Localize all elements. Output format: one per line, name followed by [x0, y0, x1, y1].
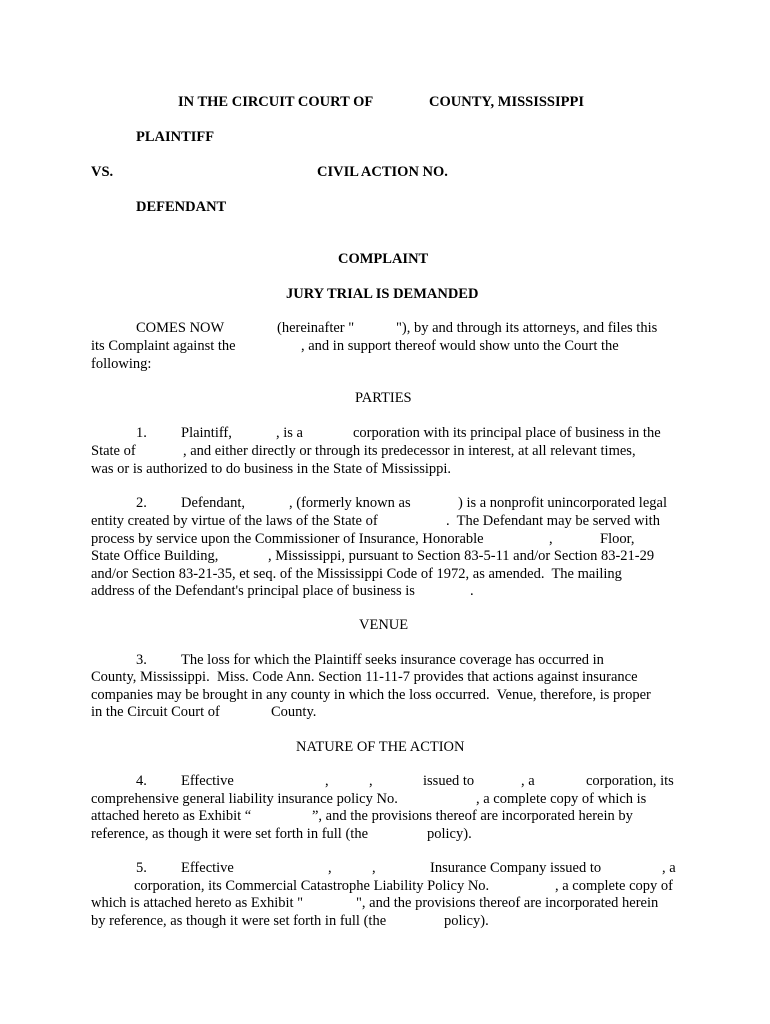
para-3-line-3: companies may be brought in any county in which the loss occurred. Venue, therefore, is proper — [91, 687, 651, 703]
complaint-title: COMPLAINT — [338, 251, 429, 267]
defendant-label: DEFENDANT — [136, 199, 227, 215]
para-2-line-3b: , — [549, 531, 553, 547]
para-1-line-3: was or is authorized to do business in the State of Mississippi. — [91, 461, 452, 477]
para-5-line-1b: , — [328, 860, 332, 876]
para-1-line-1c: corporation with its principal place of business in the — [353, 425, 661, 441]
venue-heading: VENUE — [359, 617, 409, 633]
para-3-number: 3. — [136, 652, 147, 668]
para-2-number: 2. — [136, 495, 147, 511]
para-2-line-4a: State Office Building, — [91, 548, 219, 564]
para-2-line-5: and/or Section 83-21-35, et seq. of the Mississippi Code of 1972, as amended. The mailing — [91, 566, 622, 582]
para-1-line-1a: Plaintiff, — [181, 425, 232, 441]
para-4-line-4a: reference, as though it were set forth in full (the — [91, 826, 369, 842]
para-5-line-2b: , a complete copy of — [555, 878, 673, 894]
para-4-line-1e: , a — [521, 773, 535, 789]
para-4-line-1f: corporation, its — [586, 773, 674, 789]
para-5-line-3a: which is attached hereto as Exhibit " — [91, 895, 304, 911]
para-2-line-1b: , (formerly known as — [289, 495, 411, 511]
para-5-line-1e: , a — [662, 860, 676, 876]
para-2-line-1c: ) is a nonprofit unincorporated legal — [458, 495, 667, 511]
para-2-line-3a: process by service upon the Commissioner of Insurance, Honorable — [91, 531, 484, 547]
para-3-line-2: County, Mississippi. Miss. Code Ann. Section 11-11-7 provides that actions against insurance — [91, 669, 638, 685]
civil-action-label: CIVIL ACTION NO. — [317, 164, 448, 180]
para-1-number: 1. — [136, 425, 147, 441]
jury-demand-title: JURY TRIAL IS DEMANDED — [286, 286, 479, 302]
intro-line-3: following: — [91, 356, 152, 372]
para-4-line-1a: Effective — [181, 773, 234, 789]
nature-heading: NATURE OF THE ACTION — [296, 739, 465, 755]
para-4-line-3a: attached hereto as Exhibit “ — [91, 808, 252, 824]
para-3-line-1: The loss for which the Plaintiff seeks insurance coverage has occurred in — [181, 652, 604, 668]
para-2-line-3c: Floor, — [600, 531, 635, 547]
para-5-line-1d: Insurance Company issued to — [430, 860, 602, 876]
para-2-line-2a: entity created by virtue of the laws of the State of — [91, 513, 378, 529]
para-2-line-2b: . The Defendant may be served with — [446, 513, 660, 529]
para-2-line-6b: . — [470, 583, 474, 599]
para-4-line-4b: policy). — [427, 826, 472, 842]
vs-label: VS. — [91, 164, 114, 180]
para-5-line-4a: by reference, as though it were set forth in full (the — [91, 913, 387, 929]
para-4-number: 4. — [136, 773, 147, 789]
para-5-line-1a: Effective — [181, 860, 234, 876]
para-4-line-2a: comprehensive general liability insurance policy No. — [91, 791, 398, 807]
parties-heading: PARTIES — [355, 390, 412, 406]
intro-line-1c: "), by and through its attorneys, and files this — [396, 320, 658, 336]
para-4-line-1b: , — [325, 773, 329, 789]
court-heading-left: IN THE CIRCUIT COURT OF — [178, 94, 374, 110]
para-5-line-1c: , — [372, 860, 376, 876]
para-4-line-1c: , — [369, 773, 373, 789]
para-5-line-4b: policy). — [444, 913, 489, 929]
para-4-line-3b: ”, and the provisions thereof are incorporated herein by — [312, 808, 633, 824]
intro-line-2a: its Complaint against the — [91, 338, 236, 354]
para-1-line-2b: , and either directly or through its predecessor in interest, at all relevant times, — [183, 443, 636, 459]
para-3-line-4a: in the Circuit Court of — [91, 704, 220, 720]
para-4-line-1d: issued to — [423, 773, 475, 789]
para-1-line-1b: , is a — [276, 425, 303, 441]
para-5-line-3b: ", and the provisions thereof are incorporated herein — [356, 895, 659, 911]
para-1-line-2a: State of — [91, 443, 136, 459]
intro-line-2b: , and in support thereof would show unto the Court the — [301, 338, 619, 354]
plaintiff-label: PLAINTIFF — [136, 129, 215, 145]
para-2-line-6a: address of the Defendant's principal place of business is — [91, 583, 415, 599]
para-2-line-1a: Defendant, — [181, 495, 246, 511]
court-heading-right: COUNTY, MISSISSIPPI — [429, 94, 584, 110]
intro-line-1a: COMES NOW — [136, 320, 225, 336]
para-3-line-4b: County. — [271, 704, 317, 720]
para-4-line-2b: , a complete copy of which is — [476, 791, 647, 807]
para-5-number: 5. — [136, 860, 147, 876]
intro-line-1b: (hereinafter " — [277, 320, 355, 336]
para-2-line-4b: , Mississippi, pursuant to Section 83-5-11 and/or Section 83-21-29 — [268, 548, 655, 564]
para-5-line-2a: corporation, its Commercial Catastrophe Liability Policy No. — [134, 878, 490, 894]
